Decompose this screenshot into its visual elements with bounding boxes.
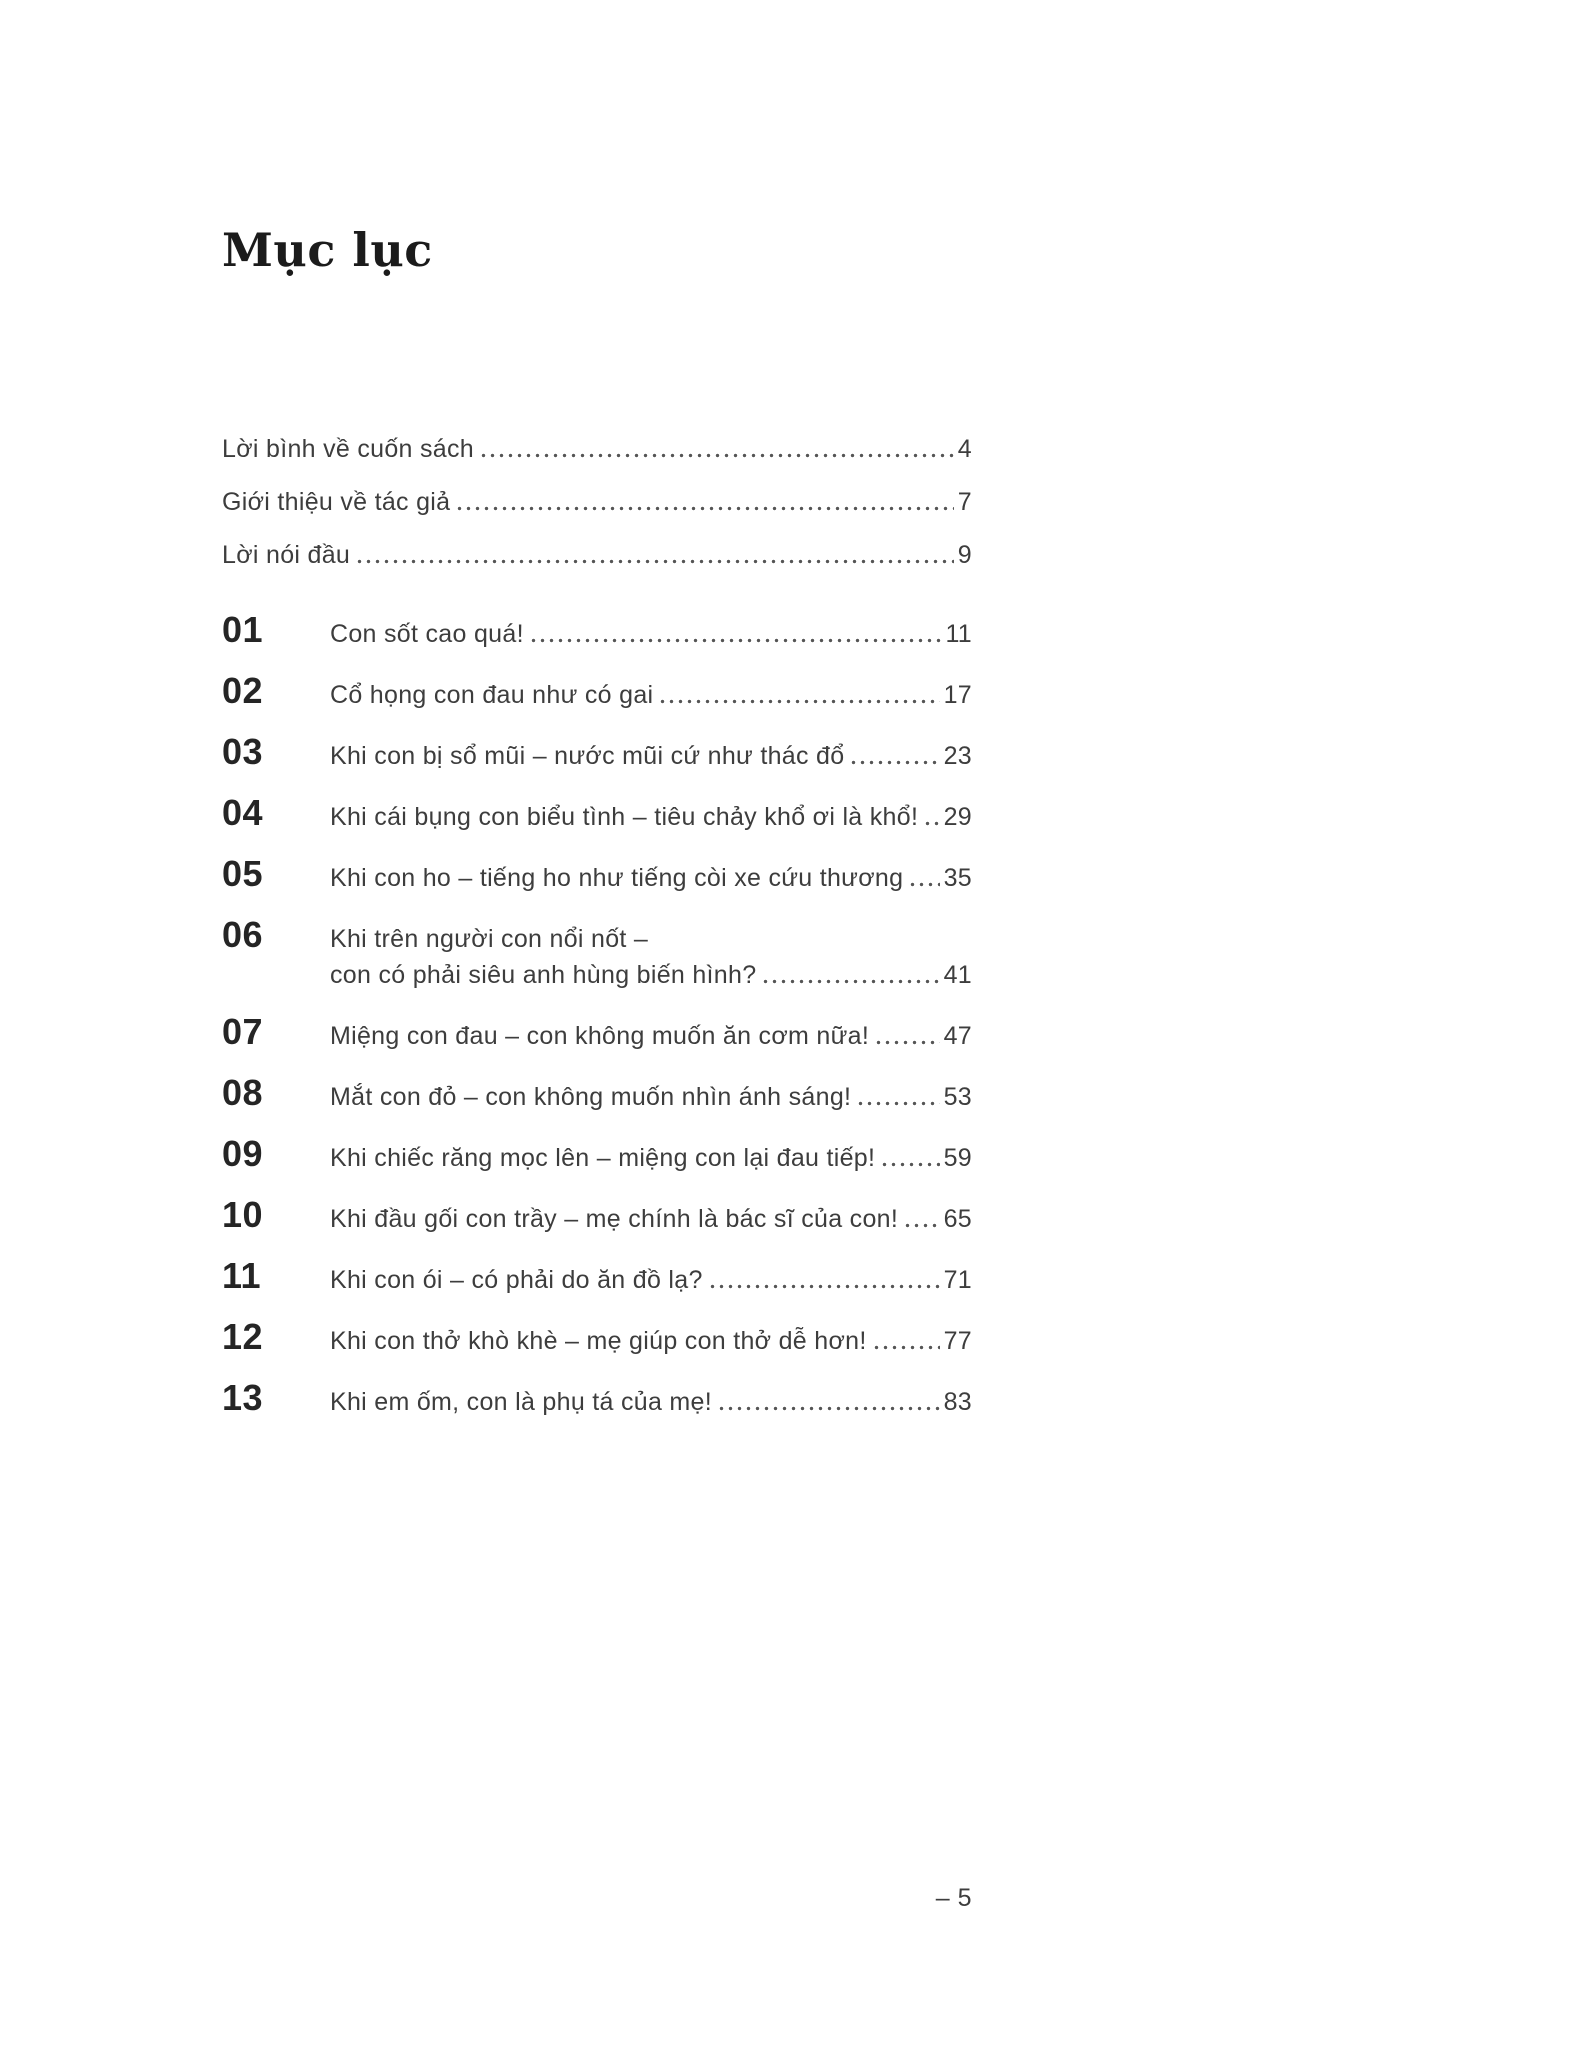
chapter-number: 06	[222, 914, 264, 955]
chapter-entry	[330, 739, 972, 774]
chapter-entry	[330, 1202, 972, 1237]
chapter-entry	[330, 1019, 972, 1054]
toc-chapter-row	[222, 1072, 972, 1115]
dot-leader	[849, 758, 939, 767]
toc-entry-label: Lời nói đầu	[222, 541, 351, 569]
toc-chapter-row	[222, 609, 972, 652]
chapter-number: 01	[222, 609, 264, 650]
toc-entry-label: Giới thiệu về tác giả	[222, 488, 451, 516]
chapter-page-number: 53	[943, 1083, 972, 1111]
dot-leader	[874, 1038, 939, 1047]
chapter-number: 13	[222, 1377, 264, 1418]
chapter-title: Miệng con đau – con không muốn ăn cơm nữa!	[330, 1022, 870, 1050]
toc-entry-page: 9	[957, 541, 972, 569]
chapter-entry	[330, 1263, 972, 1298]
toc-chapter-row	[222, 914, 972, 993]
chapter-entry	[330, 800, 972, 835]
dot-leader	[923, 819, 939, 828]
toc-entry-page: 7	[957, 488, 972, 516]
chapter-title: Khi con ho – tiếng ho như tiếng còi xe cứu thương	[330, 864, 904, 892]
chapter-page-number: 41	[943, 961, 972, 989]
chapter-entry	[330, 1080, 972, 1115]
chapter-number: 11	[222, 1255, 262, 1296]
chapter-entry	[330, 861, 972, 896]
chapter-number: 03	[222, 731, 264, 772]
chapter-page-number: 29	[943, 803, 972, 831]
chapter-title: Mắt con đỏ – con không muốn nhìn ánh sáng!	[330, 1083, 852, 1111]
chapter-entry	[330, 1141, 972, 1176]
toc-chapter-row	[222, 1133, 972, 1176]
dot-leader	[355, 557, 954, 566]
chapter-number: 07	[222, 1011, 264, 1052]
chapter-number: 04	[222, 792, 264, 833]
chapter-title: Con sốt cao quá!	[330, 620, 524, 648]
chapter-page-number: 47	[943, 1022, 972, 1050]
chapter-title: Khi con ói – có phải do ăn đồ lạ?	[330, 1266, 703, 1294]
page-title: Mục lục	[222, 222, 433, 277]
chapter-number: 08	[222, 1072, 264, 1113]
chapter-entry	[330, 1385, 972, 1420]
chapter-entry	[330, 1324, 972, 1359]
chapter-title: Cổ họng con đau như có gai	[330, 681, 654, 709]
chapter-title: Khi em ốm, con là phụ tá của mẹ!	[330, 1388, 713, 1416]
chapter-entry	[330, 921, 972, 993]
toc-chapter-row	[222, 1255, 972, 1298]
toc-entry	[222, 432, 972, 467]
dot-leader	[880, 1160, 939, 1169]
chapter-title: Khi trên người con nổi nốt –	[330, 925, 649, 953]
chapter-page-number: 77	[943, 1327, 972, 1355]
chapter-number: 02	[222, 670, 264, 711]
toc-chapter-row	[222, 792, 972, 835]
chapter-page-number: 71	[943, 1266, 972, 1294]
chapter-page-number: 17	[943, 681, 972, 709]
dot-leader	[708, 1282, 940, 1291]
chapter-number: 10	[222, 1194, 264, 1235]
toc-entry	[222, 538, 972, 573]
toc-chapter-row	[222, 1194, 972, 1237]
front-matter-list	[222, 432, 972, 591]
chapter-title: Khi con thở khò khè – mẹ giúp con thở dễ hơn!	[330, 1327, 867, 1355]
dot-leader	[761, 977, 939, 986]
chapter-title-continued: con có phải siêu anh hùng biến hình?	[330, 961, 757, 989]
dot-leader	[717, 1404, 940, 1413]
toc-chapter-row	[222, 853, 972, 896]
chapter-page-number: 83	[943, 1388, 972, 1416]
chapter-title: Khi chiếc răng mọc lên – miệng con lại đau tiếp!	[330, 1144, 876, 1172]
toc-chapter-row	[222, 1316, 972, 1359]
page-number-footer: – 5	[935, 1884, 972, 1912]
chapter-page-number: 11	[945, 620, 972, 648]
chapter-number: 09	[222, 1133, 264, 1174]
chapter-title: Khi đầu gối con trầy – mẹ chính là bác sĩ của con!	[330, 1205, 899, 1233]
chapter-page-number: 65	[943, 1205, 972, 1233]
toc-entry	[222, 485, 972, 520]
dot-leader	[908, 880, 939, 889]
chapter-entry	[330, 678, 972, 713]
toc-chapter-row	[222, 1377, 972, 1420]
dot-leader	[872, 1343, 940, 1352]
toc-chapter-row	[222, 670, 972, 713]
chapter-number: 12	[222, 1316, 264, 1357]
chapter-number: 05	[222, 853, 264, 894]
toc-entry-page: 4	[957, 435, 972, 463]
toc-entry-label: Lời bình về cuốn sách	[222, 435, 475, 463]
chapter-page-number: 59	[943, 1144, 972, 1172]
toc-chapter-row	[222, 731, 972, 774]
dot-leader	[479, 451, 954, 460]
toc-chapter-row	[222, 1011, 972, 1054]
chapter-entry	[330, 617, 972, 652]
chapter-title: Khi cái bụng con biểu tình – tiêu chảy khổ ơi là khổ!	[330, 803, 919, 831]
dot-leader	[455, 504, 953, 513]
chapter-list	[222, 609, 972, 1441]
chapter-title: Khi con bị sổ mũi – nước mũi cứ như thác đổ	[330, 742, 845, 770]
chapter-page-number: 35	[943, 864, 972, 892]
dot-leader	[856, 1099, 939, 1108]
dot-leader	[903, 1221, 939, 1230]
chapter-title-continued-row	[330, 958, 972, 993]
dot-leader	[529, 636, 942, 645]
dot-leader	[658, 697, 939, 706]
chapter-page-number: 23	[943, 742, 972, 770]
